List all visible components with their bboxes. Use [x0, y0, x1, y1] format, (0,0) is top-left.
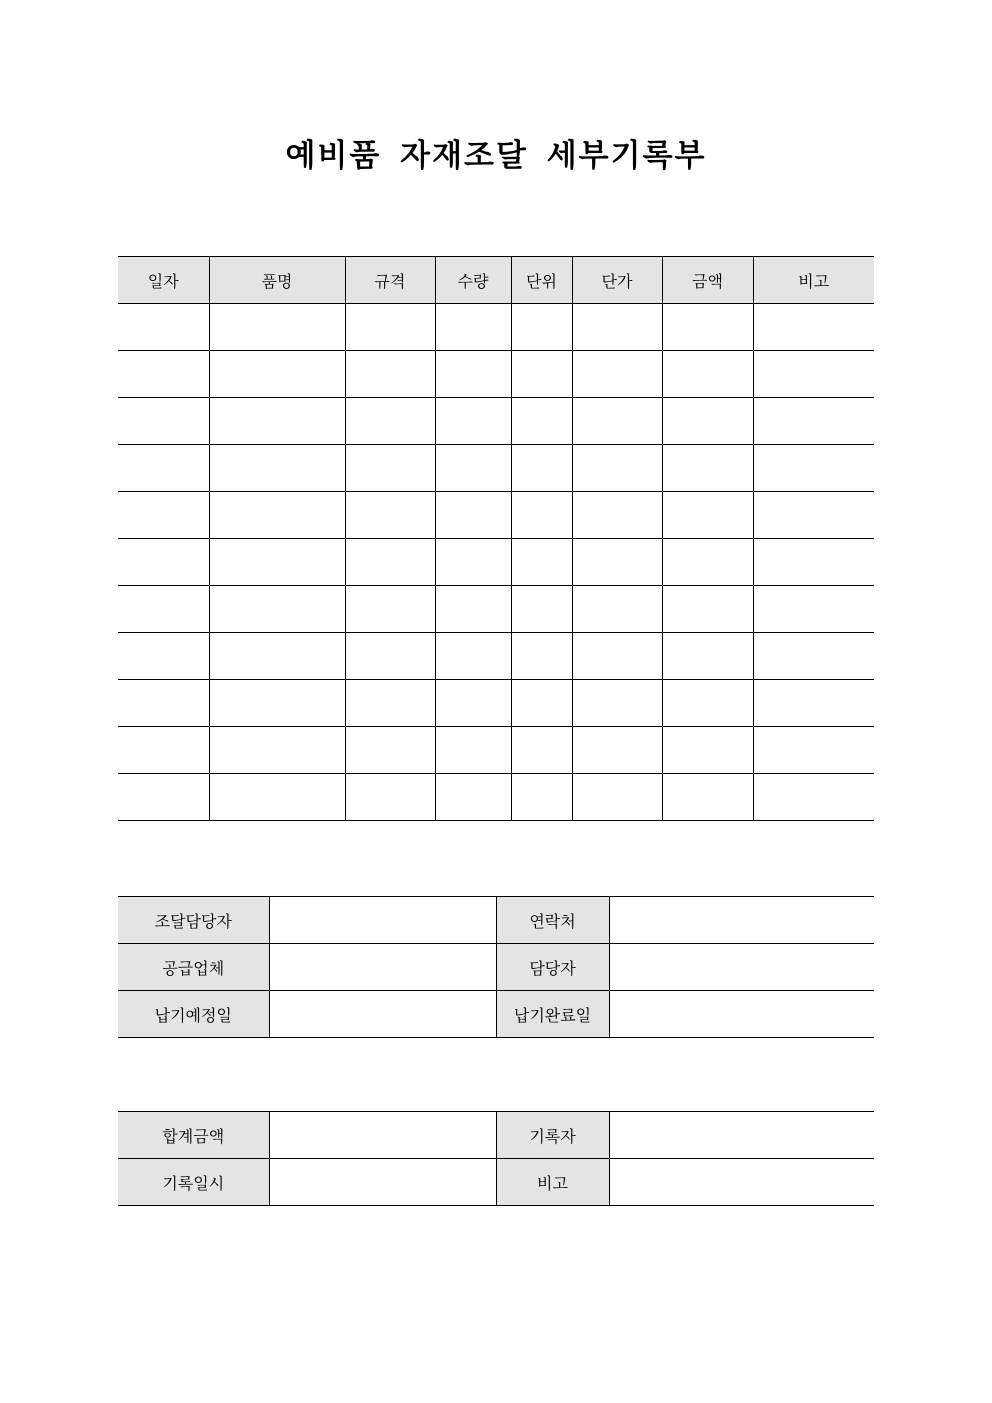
cell-spec[interactable]: [345, 398, 435, 445]
record-datetime-field[interactable]: [269, 1159, 496, 1206]
cell-quantity[interactable]: [435, 727, 511, 774]
cell-quantity[interactable]: [435, 351, 511, 398]
cell-date[interactable]: [118, 351, 209, 398]
cell-unit[interactable]: [511, 586, 572, 633]
cell-unit[interactable]: [511, 539, 572, 586]
cell-date[interactable]: [118, 586, 209, 633]
cell-item-name[interactable]: [209, 445, 345, 492]
summary-row-1: [118, 1112, 874, 1159]
delivery-completed-field[interactable]: [609, 991, 874, 1038]
scheduled-delivery-field[interactable]: [269, 991, 496, 1038]
cell-date[interactable]: [118, 445, 209, 492]
cell-unit-price[interactable]: [572, 398, 662, 445]
cell-remarks[interactable]: [753, 398, 874, 445]
recorder-field[interactable]: [609, 1112, 874, 1159]
order-info-table: [118, 896, 874, 1038]
cell-remarks[interactable]: [753, 680, 874, 727]
table-row: [118, 774, 874, 821]
cell-quantity[interactable]: [435, 398, 511, 445]
remarks-field[interactable]: [609, 1159, 874, 1206]
cell-spec[interactable]: [345, 492, 435, 539]
supplier-label: 공급업체: [118, 944, 269, 991]
cell-quantity[interactable]: [435, 774, 511, 821]
cell-item-name[interactable]: [209, 351, 345, 398]
header-date: 일자: [118, 257, 209, 304]
cell-item-name[interactable]: [209, 727, 345, 774]
procurement-manager-field[interactable]: [269, 897, 496, 944]
summary-table: [118, 1111, 874, 1206]
order-row-3: [118, 991, 874, 1038]
cell-spec[interactable]: [345, 445, 435, 492]
contact-field[interactable]: [609, 897, 874, 944]
cell-unit[interactable]: [511, 633, 572, 680]
header-remarks: 비고: [753, 257, 874, 304]
summary-row-2: [118, 1159, 874, 1206]
cell-amount[interactable]: [662, 727, 753, 774]
cell-item-name[interactable]: [209, 492, 345, 539]
cell-amount[interactable]: [662, 492, 753, 539]
cell-remarks[interactable]: [753, 586, 874, 633]
cell-spec[interactable]: [345, 539, 435, 586]
table-row: [118, 680, 874, 727]
cell-unit[interactable]: [511, 351, 572, 398]
cell-spec[interactable]: [345, 304, 435, 351]
cell-quantity[interactable]: [435, 445, 511, 492]
cell-unit-price[interactable]: [572, 351, 662, 398]
cell-unit[interactable]: [511, 680, 572, 727]
items-header-row: [118, 257, 874, 304]
record-datetime-label: 기록일시: [118, 1159, 269, 1206]
recorder-label: 기록자: [496, 1112, 609, 1159]
total-amount-label: 합계금액: [118, 1112, 269, 1159]
cell-item-name[interactable]: [209, 398, 345, 445]
cell-unit-price[interactable]: [572, 586, 662, 633]
cell-remarks[interactable]: [753, 727, 874, 774]
cell-date[interactable]: [118, 727, 209, 774]
cell-unit[interactable]: [511, 774, 572, 821]
cell-date[interactable]: [118, 398, 209, 445]
cell-spec[interactable]: [345, 633, 435, 680]
cell-amount[interactable]: [662, 633, 753, 680]
cell-spec[interactable]: [345, 727, 435, 774]
cell-amount[interactable]: [662, 398, 753, 445]
cell-quantity[interactable]: [435, 586, 511, 633]
cell-item-name[interactable]: [209, 539, 345, 586]
cell-amount[interactable]: [662, 304, 753, 351]
cell-unit-price[interactable]: [572, 633, 662, 680]
cell-remarks[interactable]: [753, 351, 874, 398]
header-unit: 단위: [511, 257, 572, 304]
cell-spec[interactable]: [345, 351, 435, 398]
header-spec: 규격: [345, 257, 435, 304]
items-body: [118, 304, 874, 821]
supplier-contact-label: 담당자: [496, 944, 609, 991]
header-unit-price: 단가: [572, 257, 662, 304]
cell-quantity[interactable]: [435, 680, 511, 727]
cell-item-name[interactable]: [209, 304, 345, 351]
cell-date[interactable]: [118, 774, 209, 821]
table-row: [118, 727, 874, 774]
table-row: [118, 586, 874, 633]
remarks-label: 비고: [496, 1159, 609, 1206]
cell-unit-price[interactable]: [572, 680, 662, 727]
cell-unit-price[interactable]: [572, 492, 662, 539]
cell-date[interactable]: [118, 539, 209, 586]
cell-date[interactable]: [118, 633, 209, 680]
cell-amount[interactable]: [662, 774, 753, 821]
cell-remarks[interactable]: [753, 445, 874, 492]
table-row: [118, 633, 874, 680]
table-row: [118, 398, 874, 445]
table-row: [118, 539, 874, 586]
cell-date[interactable]: [118, 492, 209, 539]
header-amount: 금액: [662, 257, 753, 304]
cell-quantity[interactable]: [435, 633, 511, 680]
total-amount-field[interactable]: [269, 1112, 496, 1159]
scheduled-delivery-label: 납기예정일: [118, 991, 269, 1038]
supplier-contact-field[interactable]: [609, 944, 874, 991]
header-quantity: 수량: [435, 257, 511, 304]
items-table: [118, 256, 874, 821]
cell-unit-price[interactable]: [572, 445, 662, 492]
supplier-field[interactable]: [269, 944, 496, 991]
cell-unit-price[interactable]: [572, 539, 662, 586]
cell-spec[interactable]: [345, 774, 435, 821]
cell-unit[interactable]: [511, 304, 572, 351]
cell-quantity[interactable]: [435, 304, 511, 351]
cell-remarks[interactable]: [753, 539, 874, 586]
table-row: [118, 351, 874, 398]
table-row: [118, 492, 874, 539]
cell-remarks[interactable]: [753, 492, 874, 539]
cell-date[interactable]: [118, 680, 209, 727]
cell-unit[interactable]: [511, 492, 572, 539]
cell-remarks[interactable]: [753, 633, 874, 680]
cell-quantity[interactable]: [435, 539, 511, 586]
cell-amount[interactable]: [662, 586, 753, 633]
cell-unit-price[interactable]: [572, 304, 662, 351]
table-row: [118, 304, 874, 351]
cell-amount[interactable]: [662, 680, 753, 727]
cell-item-name[interactable]: [209, 586, 345, 633]
page-title: 예비품 자재조달 세부기록부: [285, 138, 707, 174]
contact-label: 연락처: [496, 897, 609, 944]
cell-remarks[interactable]: [753, 304, 874, 351]
cell-amount[interactable]: [662, 445, 753, 492]
cell-unit[interactable]: [511, 727, 572, 774]
cell-unit-price[interactable]: [572, 727, 662, 774]
cell-remarks[interactable]: [753, 774, 874, 821]
cell-spec[interactable]: [345, 680, 435, 727]
cell-item-name[interactable]: [209, 774, 345, 821]
cell-spec[interactable]: [345, 586, 435, 633]
cell-item-name[interactable]: [209, 633, 345, 680]
cell-quantity[interactable]: [435, 492, 511, 539]
cell-date[interactable]: [118, 304, 209, 351]
header-item-name: 품명: [209, 257, 345, 304]
table-row: [118, 445, 874, 492]
cell-unit[interactable]: [511, 398, 572, 445]
cell-unit-price[interactable]: [572, 774, 662, 821]
cell-unit[interactable]: [511, 445, 572, 492]
cell-amount[interactable]: [662, 351, 753, 398]
delivery-completed-label: 납기완료일: [496, 991, 609, 1038]
cell-item-name[interactable]: [209, 680, 345, 727]
order-row-1: [118, 897, 874, 944]
order-row-2: [118, 944, 874, 991]
procurement-manager-label: 조달담당자: [118, 897, 269, 944]
cell-amount[interactable]: [662, 539, 753, 586]
